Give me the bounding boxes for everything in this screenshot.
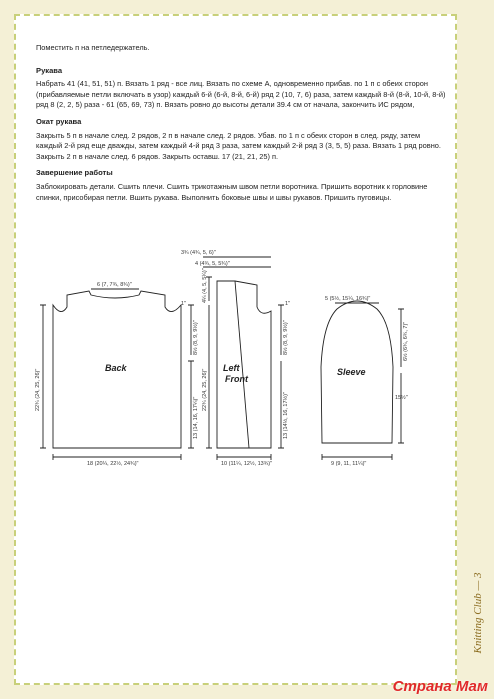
- sleeve-width-line: [322, 454, 392, 460]
- site-watermark: Страна Мам: [392, 678, 488, 695]
- section-title-sleeve-cap: Окат рукава: [36, 116, 82, 126]
- intro-line: Поместить п на петледержатель.: [36, 43, 150, 52]
- front-width-line: [217, 454, 271, 460]
- dim-front-height: 22¾ (24, 25, 26)": [202, 368, 208, 411]
- instructions-text: [36, 43, 446, 203]
- front-label-2: Front: [225, 374, 248, 384]
- section-title-finishing: Завершение работы: [36, 168, 113, 178]
- dim-top-front-2: 4 (4¾, 5, 5¾)": [195, 261, 230, 267]
- back-width-line: [53, 454, 181, 460]
- section-body-sleeves: Набрать 41 (41, 51, 51) п. Вязать 1 ряд - все лиц. Вязать по схеме А, одновременно прибав. по 1 п с обеих сторон (прибавляемые петли включать в узор) каждый 6-й (6-й, 8-й, 6-й) ряд 2 (10, 7, 6) раза, затем каждый 8-й (8-й, 10-й, 8-й) ряд 8 (2, 2, 5) раза - 61 (65, 69, 73) п. Вязать ровно до высоты детали 39.4 см от начала, закончить ИС рядом,: [36, 79, 446, 110]
- dim-sleeve-length: 15½": [395, 395, 408, 401]
- dim-back-width: 18 (20¼, 22½, 24¾)": [87, 461, 139, 467]
- dim-back-shoulder: 6 (7, 7¾, 8¾)": [97, 282, 132, 288]
- dim-sleeve-top: 5 (5½, 15¼, 16¾)": [325, 296, 371, 302]
- section-title-sleeves: Рукава: [36, 65, 63, 75]
- sleeve-label: Sleeve: [337, 367, 366, 377]
- dim-front-width: 10 (11¼, 12½, 13¾)": [221, 461, 273, 467]
- dim-one-inch-b: 1": [285, 301, 291, 307]
- dim-back-side: 13 (14, 16, 17¼)": [193, 396, 199, 439]
- back-label: Back: [105, 363, 127, 373]
- front-label-1: Left: [223, 363, 240, 373]
- section-body-sleeve-cap: Закрыть 5 п в начале след. 2 рядов, 2 п в начале след. 2 рядов. Убав. по 1 п с обеих сторон в след. ряду, затем каждый 2-й ряд еще дважды, затем каждый 4-й ряд 3 раза, затем каждый 2-й ряд 3 (3, 5, 5) раза. Вязать 1 ряд ровно. Закрыть 2 п в начале след. 6 рядов. Закрыть оставш. 17 (21, 21, 25) п.: [36, 130, 441, 161]
- dim-front-side: 13 (14½, 16, 17½)": [283, 392, 289, 439]
- schematic-diagram: [35, 243, 435, 473]
- dim-top-front-1: 3¾ (4¾, 5, 6)": [181, 250, 216, 256]
- dim-sleeve-width: 9 (9, 11, 11¼)": [331, 461, 367, 467]
- sleeve-length-line: [398, 373, 404, 443]
- dim-one-inch-a: 1": [181, 301, 187, 307]
- dim-front-neck: 4¼ (4, 5, 5¼)": [202, 268, 208, 303]
- dim-back-height: 22¾ (24, 25, 26)": [35, 368, 41, 411]
- section-body-finishing: Заблокировать детали. Сшить плечи. Сшить трикотажным швом петли воротника. Пришить воротник к горловине спинки, присобирая петли. Вшить рукава. Выполнить боковые швы и швы рукавов. Пришить пуговицы.: [36, 181, 428, 202]
- page-footer: [468, 548, 488, 678]
- dim-back-armhole: 8½ (8, 9, 9½)": [193, 320, 199, 355]
- dim-sleeve-cap: 6½ (6¾, 6¾, 7)": [403, 321, 409, 361]
- dim-front-armhole: 8½ (8, 9, 9½)": [283, 320, 289, 355]
- footer-text: Knitting Club — 3: [472, 572, 484, 654]
